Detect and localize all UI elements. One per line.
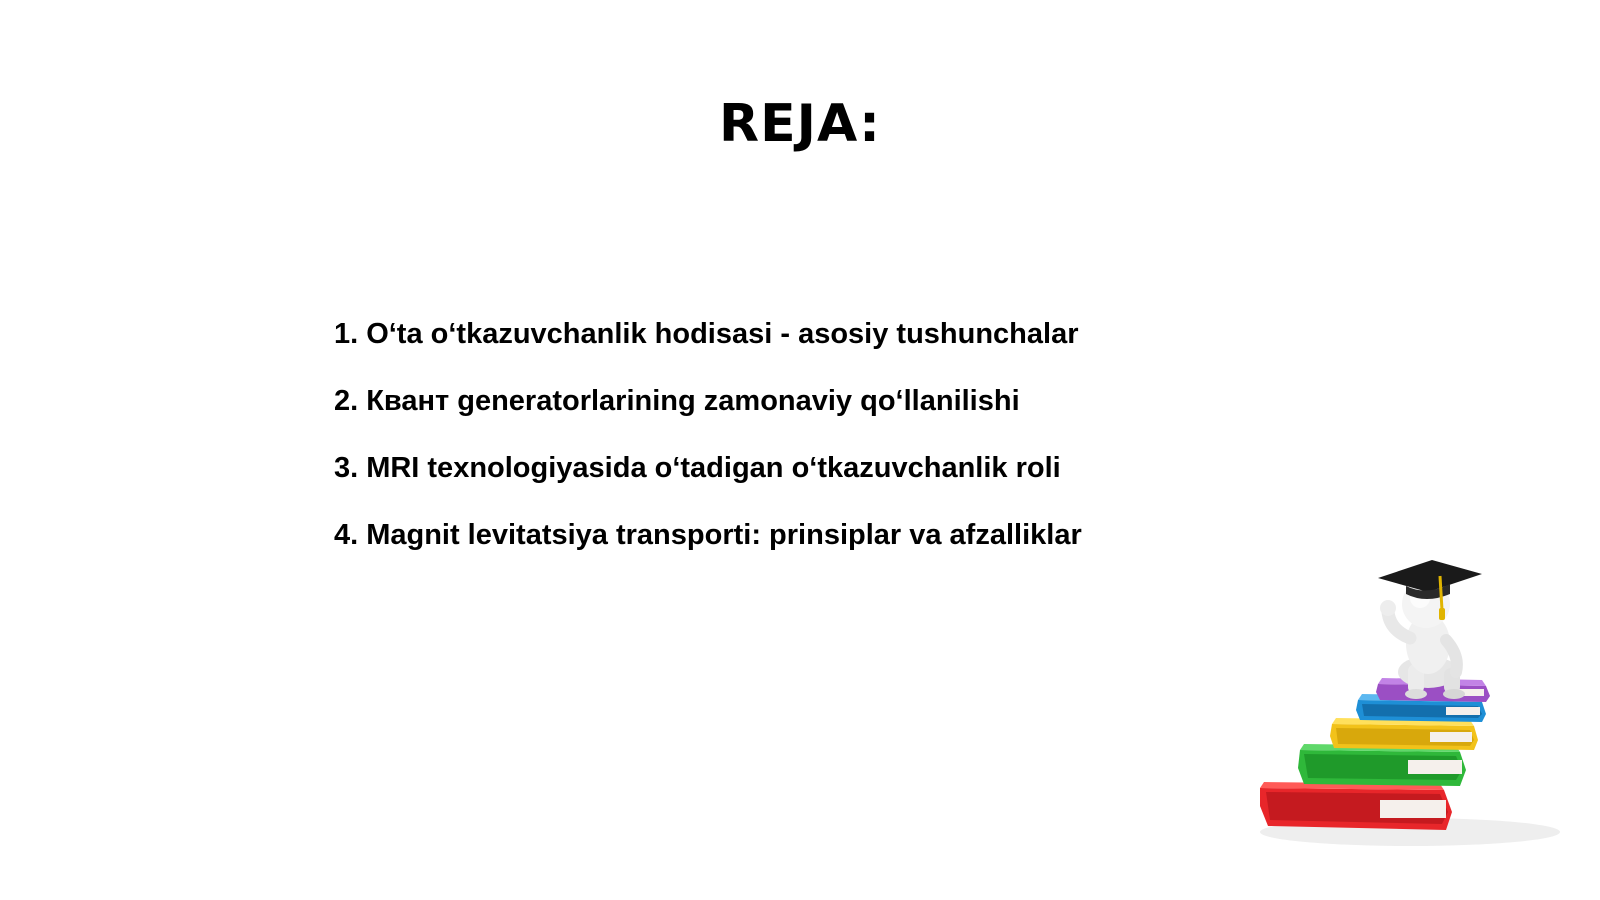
- book-green: [1298, 744, 1466, 786]
- slide-title: REJA:: [719, 94, 881, 154]
- plan-item-text: Квант generatorlarining zamonaviy qo‘llanilishi: [366, 385, 1020, 417]
- plan-item-2: [334, 381, 1082, 421]
- graduation-cap: [1378, 560, 1482, 592]
- book-yellow: [1330, 718, 1478, 750]
- plan-item-number: 4.: [334, 519, 359, 551]
- plan-item-3: [334, 448, 1082, 488]
- plan-list: [334, 314, 1082, 582]
- plan-item-number: 1.: [334, 318, 359, 350]
- cap-tassel: [1440, 576, 1442, 610]
- plan-item-4: [334, 515, 1082, 555]
- plan-item-number: 2.: [334, 385, 359, 417]
- graduate-figure: [1378, 560, 1482, 699]
- graduate-on-books-illustration: [1260, 560, 1580, 880]
- plan-item-text: Magnit levitatsiya transporti: prinsiplar va afzalliklar: [366, 519, 1082, 551]
- plan-item-text: O‘ta o‘tkazuvchanlik hodisasi - asosiy tushunchalar: [366, 318, 1079, 350]
- plan-item-text: MRI texnologiyasida o‘tadigan o‘tkazuvchanlik roli: [366, 452, 1061, 484]
- plan-item-1: [334, 314, 1082, 354]
- book-red: [1260, 782, 1452, 830]
- plan-item-number: 3.: [334, 452, 359, 484]
